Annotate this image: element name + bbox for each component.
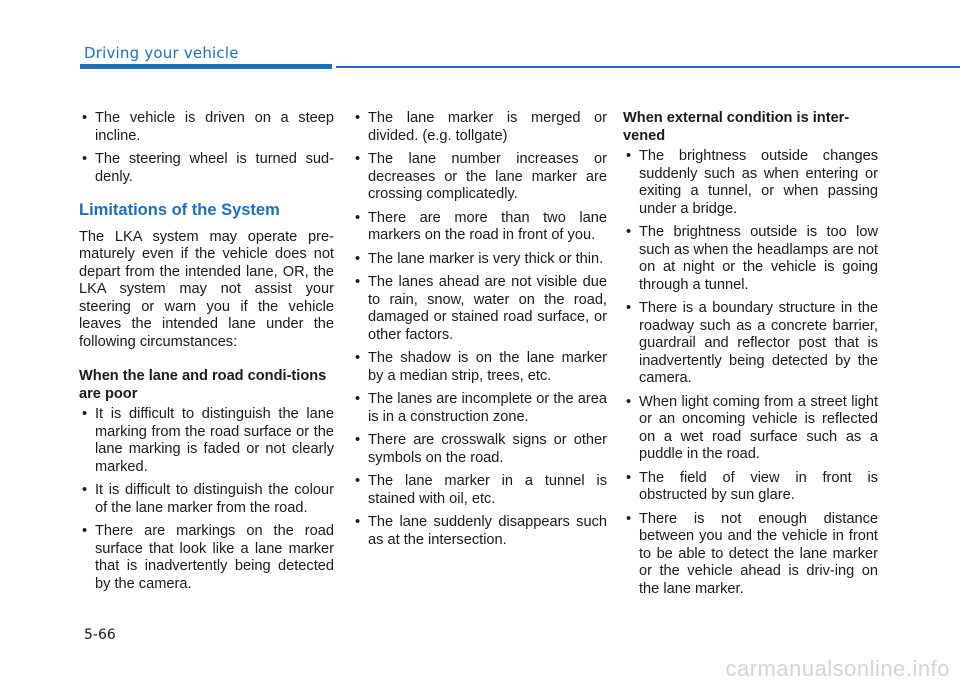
list-item: • When light coming from a street light or an oncoming vehicle is reflected on a wet road surface such as a puddle in the road. xyxy=(623,394,878,464)
list-item: • The lane suddenly disappears such as at the intersection. xyxy=(352,514,607,549)
header-rule-thick xyxy=(80,64,332,69)
list-item: • There is a boundary structure in the roadway such as a concrete barrier, guardrail and reflector post that is inadvertently being detected by the camera. xyxy=(623,300,878,388)
list-item: • It is difficult to distinguish the lane marking from the road surface or the lane marking is faded or not clearly marked. xyxy=(79,406,334,476)
list-item: • The brightness outside changes suddenly such as when entering or exiting a tunnel, or when passing under a bridge. xyxy=(623,148,878,218)
list-item: • The lanes ahead are not visible due to rain, snow, water on the road, damaged or stained road surface, or other factors. xyxy=(352,274,607,344)
column-middle xyxy=(352,110,607,555)
bullet-list-top xyxy=(79,110,334,186)
list-item: • The vehicle is driven on a steep incline. xyxy=(79,110,334,145)
list-item: • The lane number increases or decreases or the lane marker are crossing complicatedly. xyxy=(352,151,607,204)
watermark: carmanualsonline.info xyxy=(725,656,950,681)
header-rule-thin xyxy=(336,66,960,68)
list-item: • There are markings on the road surface that look like a lane marker that is inadvertently being detected by the camera. xyxy=(79,523,334,593)
list-item: • It is difficult to distinguish the colour of the lane marker from the road. xyxy=(79,482,334,517)
subheading-external-conditions: When external condition is inter-vened xyxy=(623,110,850,144)
subheading-lane-road-conditions: When the lane and road condi-tions are poor xyxy=(79,368,327,402)
column-left xyxy=(79,110,334,599)
list-item: • The lanes are incomplete or the area is in a construction zone. xyxy=(352,391,607,426)
list-item: • The field of view in front is obstructed by sun glare. xyxy=(623,470,878,505)
list-item: • There are crosswalk signs or other symbols on the road. xyxy=(352,432,607,467)
list-item: • The lane marker is merged or divided. (e.g. tollgate) xyxy=(352,110,607,145)
section-header-title: Driving your vehicle xyxy=(84,44,239,62)
list-item: • There are more than two lane markers on the road in front of you. xyxy=(352,210,607,245)
bullet-list-lane-markers xyxy=(352,110,607,549)
page-number: 5-66 xyxy=(84,627,116,643)
bullet-list-external-conditions xyxy=(623,148,878,598)
list-item: • The brightness outside is too low such as when the headlamps are not on at night or the vehicle is going through a tunnel. xyxy=(623,224,878,294)
section-heading: Limitations of the System xyxy=(79,201,280,219)
list-item: • The steering wheel is turned sud-denly. xyxy=(79,151,334,186)
list-item: • The lane marker is very thick or thin. xyxy=(352,251,607,269)
intro-paragraph: The LKA system may operate pre-maturely even if the vehicle does not depart from the intended lane, OR, the LKA system may not assist your steering or warn you if the vehicle leaves the intended lane under the following circumstances: xyxy=(79,228,334,350)
column-right xyxy=(623,110,878,604)
list-item: • The shadow is on the lane marker by a median strip, trees, etc. xyxy=(352,350,607,385)
list-item: • The lane marker in a tunnel is stained with oil, etc. xyxy=(352,473,607,508)
list-item: • There is not enough distance between you and the vehicle in front to be able to detect the lane marker or the vehicle ahead is driv-ing on the lane marker. xyxy=(623,511,878,599)
bullet-list-lane-conditions xyxy=(79,406,334,593)
